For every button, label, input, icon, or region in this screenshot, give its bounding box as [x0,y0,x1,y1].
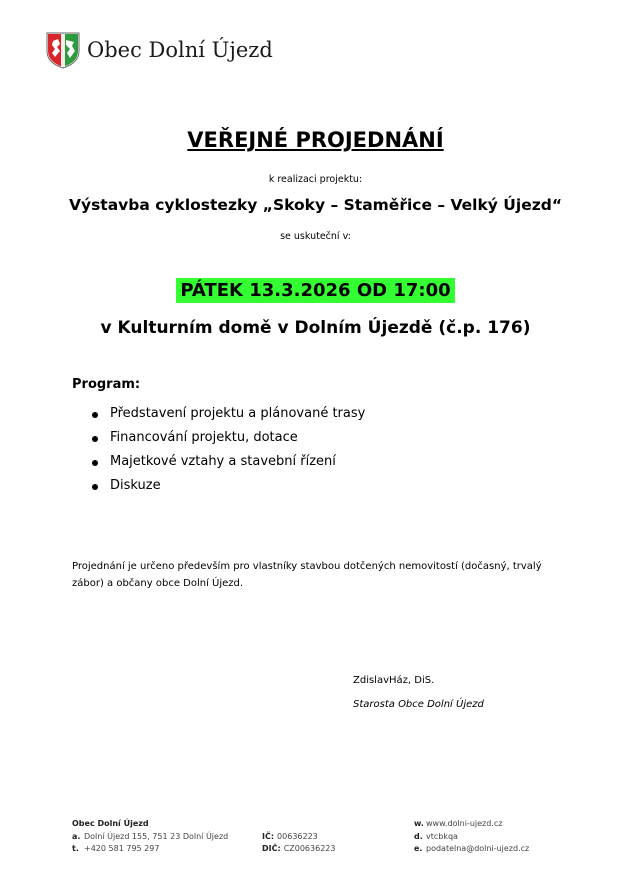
footer-ic-key: IČ: [262,831,275,841]
event-place: v Kulturním domě v Dolním Újezdě (č.p. 176) [100,318,531,338]
list-item-text: Diskuze [110,478,161,493]
footer-dic: CZ00636223 [283,844,336,853]
bullet-icon [92,484,98,490]
coat-of-arms-icon [45,31,81,69]
signature-name: ZdislavHáz, DiS. [353,675,435,686]
footer-web-key: w. [414,819,424,828]
footer-phone: +420 581 795 297 [84,844,160,853]
footer-address-key: a. [72,831,81,841]
date-container [0,278,631,303]
footer-email-key: e. [414,844,423,853]
event-date: PÁTEK 13.3.2026 OD 17:00 [176,278,454,303]
bullet-icon [92,436,98,442]
list-item [88,406,365,430]
footer-phone-key: t. [72,844,79,853]
bullet-icon [92,412,98,418]
footer-ids-block [262,831,335,856]
list-item [88,454,365,478]
signature-role: Starosta Obce Dolní Újezd [353,699,484,710]
note-paragraph: Projednání je určeno především pro vlastníky stavbou dotčených nemovitostí (dočasný, trvalý zábor) a občany obce Dolní Újezd. [72,561,542,589]
footer-address: Dolní Újezd 155, 751 23 Dolní Újezd [84,831,229,841]
footer-web: www.dolni-ujezd.cz [426,819,503,828]
page-header [45,30,273,70]
footer-ds-key: d. [414,831,423,841]
org-name: Obec Dolní Újezd [87,38,273,62]
list-item [88,430,365,454]
program-list [88,406,365,502]
bullet-icon [92,460,98,466]
intro-text: k realizaci projektu: [268,174,363,185]
footer-address-block [72,818,228,856]
list-item-text: Majetkové vztahy a stavební řízení [110,454,336,469]
footer-contact-block [414,818,529,856]
list-item [88,478,365,502]
footer-ic: 00636223 [277,831,318,841]
list-item-text: Představení projektu a plánované trasy [110,406,366,421]
program-label: Program: [72,377,141,392]
project-name: Výstavba cyklostezky „Skoky – Staměřice – Velký Újezd“ [68,196,563,214]
list-item-text: Financování projektu, dotace [110,430,298,445]
footer-org: Obec Dolní Újezd [72,819,149,828]
footer-ds: vtcbkqa [426,831,458,841]
footer-dic-key: DIČ: [262,844,281,853]
venue-intro-text: se uskuteční v: [280,231,351,242]
footer-email: podatelna@dolni-ujezd.cz [426,844,530,853]
page-title: VEŘEJNÉ PROJEDNÁNÍ [187,128,444,152]
